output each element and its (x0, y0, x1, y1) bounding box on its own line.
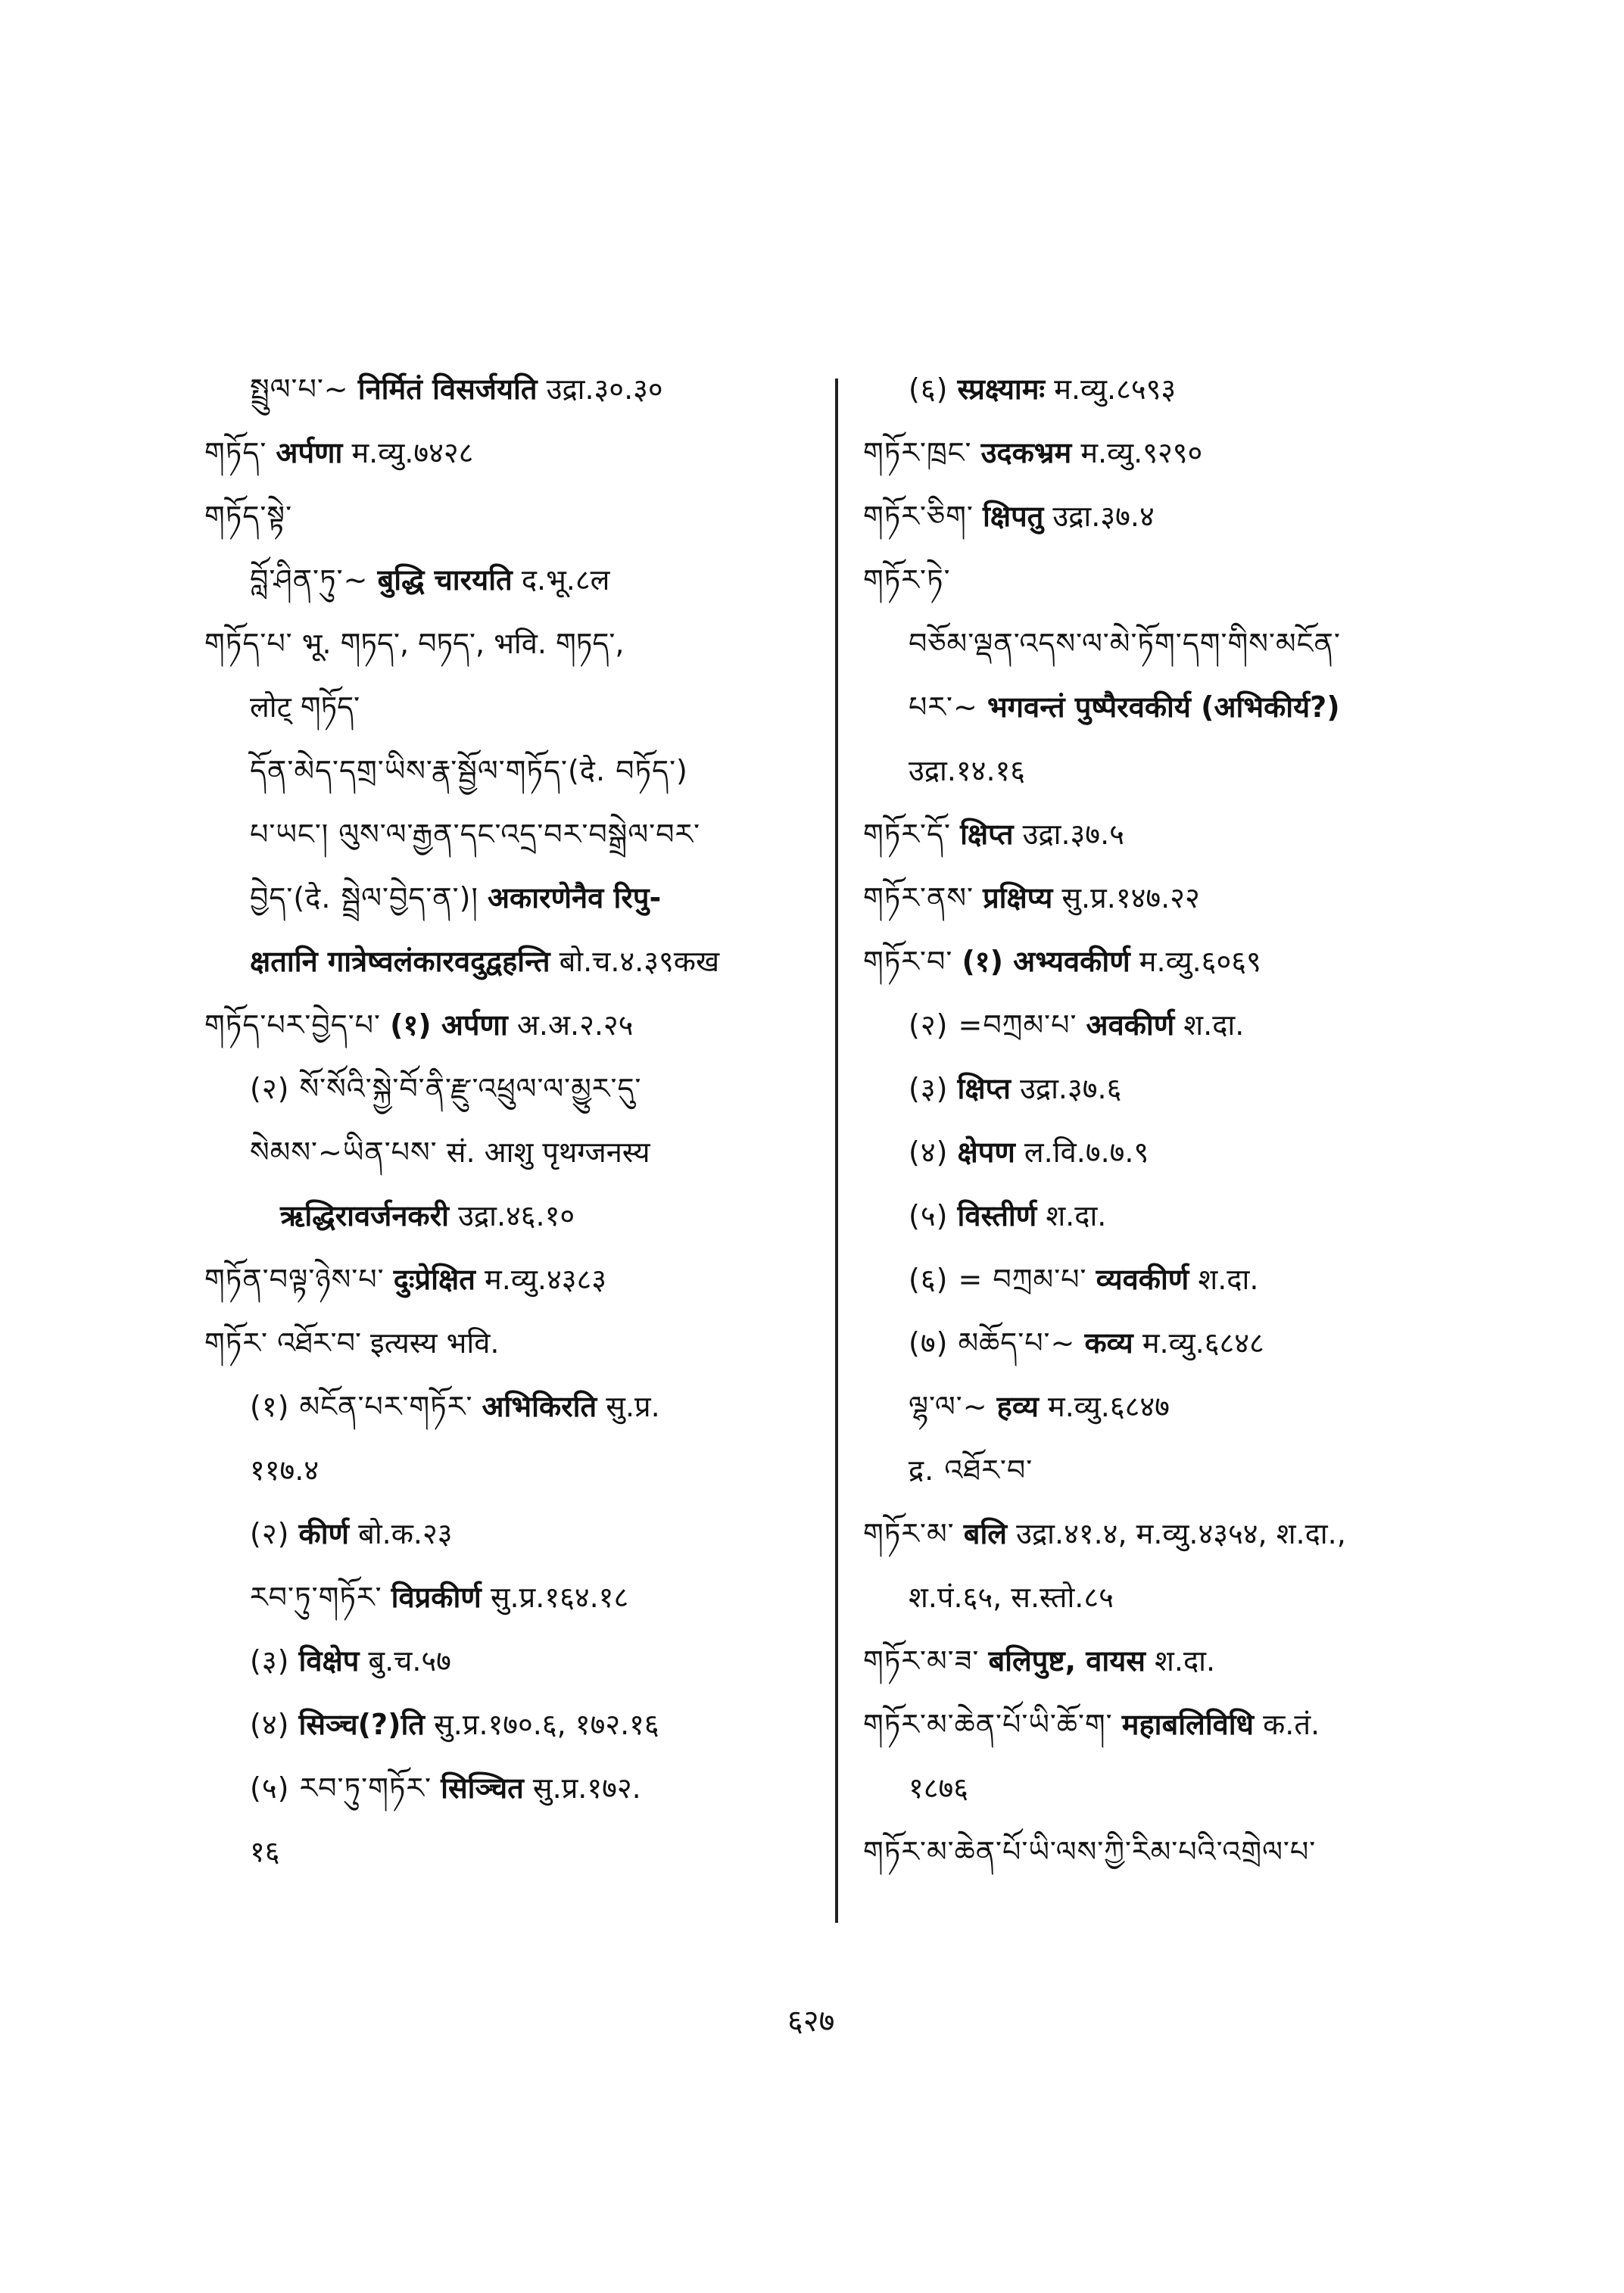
tibetan-term: བྱེད་(दे. སྦྲེལ་བྱེད་ན་)། (250, 881, 478, 914)
source-reference: सु.प्र. (606, 1390, 660, 1423)
dictionary-entry-line (250, 1516, 453, 1552)
tibetan-term: གཏོར་མ་ཆེན་པོ་ཡི་ཆོ་ག་ (863, 1708, 1113, 1741)
sanskrit-equivalent: क्षिप्त (957, 1072, 1011, 1105)
dictionary-entry-line (250, 880, 661, 916)
dictionary-entry-line (204, 435, 473, 471)
sanskrit-equivalent: अकारणेनैव रिपु- (487, 881, 662, 914)
source-reference: सु.प्र.१६४.१८ (490, 1581, 629, 1614)
tibetan-term: རབ་ཏུ་གཏོར་ (250, 1581, 382, 1614)
tibetan-term: དོན་མེད་དགྲ་ཡིས་རྣ་སྦྱོལ་གཏོད་(दे. བཏོད་) (250, 754, 688, 787)
dictionary-entry-line (280, 1198, 575, 1234)
dictionary-entry-line (204, 625, 624, 662)
source-reference: सु.प्र.१७०.६, १७२.१६ (434, 1708, 659, 1741)
source-reference: उद्रा.३७.४ (1052, 500, 1155, 533)
dictionary-entry-line (909, 1770, 968, 1806)
sanskrit-equivalent: कीर्ण (298, 1517, 350, 1550)
dictionary-entry-line (909, 1070, 1121, 1107)
sanskrit-equivalent: हव्य (996, 1390, 1039, 1423)
tibetan-term: གཏོར་ཏེ་ (863, 563, 951, 597)
tibetan-term: (६) (909, 372, 949, 406)
dictionary-entry-line (863, 562, 951, 598)
tibetan-term: གཏོར་མ་ (863, 1517, 955, 1550)
tibetan-term: གཏོར་ནས་ (863, 881, 974, 914)
tibetan-term: (२) སོ་སོའི་སྐྱེ་བོ་ནི་རྫུ་འཕྲུལ་ལ་མྱུར་དུ་ (250, 1072, 642, 1105)
dictionary-entry-line (909, 1579, 1114, 1615)
page-number: ६२७ (787, 2004, 835, 2039)
sanskrit-equivalent: अभिकिरति (482, 1390, 597, 1423)
dictionary-entry-line (909, 1134, 1149, 1170)
tibetan-term: སྤྲུལ་པ་~ (250, 372, 349, 406)
tibetan-term: བཅོམ་ལྡན་འདས་ལ་མེ་ཏོག་དག་གིས་མངོན་ (909, 627, 1341, 660)
tibetan-term: (६) = བཀྲམ་པ་ (909, 1263, 1087, 1296)
sanskrit-equivalent: (१) अर्पणा (390, 1008, 508, 1042)
tibetan-term: གཏོར་དོ་ (863, 818, 951, 851)
dictionary-entry-line (863, 1643, 1215, 1679)
tibetan-term: གཏོན་བལྟ་ཉེས་པ་ (204, 1263, 385, 1296)
source-reference: भू. གཏད་, བཏད་, भवि. གཏད་, (301, 627, 625, 660)
source-reference: श.दा. (1198, 1263, 1259, 1296)
tibetan-term: (१) མངོན་པར་གཏོར་ (250, 1390, 473, 1423)
sanskrit-equivalent: बलिपुष्ट, वायस (988, 1644, 1146, 1678)
dictionary-entry-line (909, 1198, 1106, 1234)
source-reference: क.तं. (1263, 1708, 1320, 1741)
source-reference: ११७.४ (250, 1453, 320, 1487)
source-reference: श.दा. (1155, 1644, 1216, 1678)
dictionary-entry-line (909, 1261, 1258, 1298)
dictionary-entry-line (909, 1388, 1170, 1425)
sanskrit-equivalent: सिञ्चित (441, 1771, 524, 1805)
tibetan-term: གཏོར་ཁྲང་ (863, 436, 972, 469)
dictionary-entry-line (909, 1452, 1033, 1488)
tibetan-term: གཏོད་པ་ (204, 627, 293, 660)
source-reference: म.व्यु.४३८३ (485, 1263, 606, 1296)
source-reference: १८७६ (909, 1771, 969, 1805)
dictionary-entry-line (204, 1325, 499, 1361)
dictionary-entry-line (250, 1833, 280, 1870)
source-reference: श.पं.६५, स.स्तो.८५ (909, 1581, 1114, 1614)
source-reference: सु.प्र.१४७.२२ (1061, 881, 1200, 914)
dictionary-entry-line (250, 562, 609, 598)
tibetan-term: (५) རབ་ཏུ་གཏོར་ (250, 1771, 432, 1805)
tibetan-term: གཏོར་མ་ཟ་ (863, 1644, 980, 1678)
sanskrit-equivalent: (१) अभ्यवकीर्ण (962, 945, 1130, 978)
tibetan-term: གཏོར་ཅིག་ (863, 500, 974, 533)
dictionary-entry-line (250, 752, 688, 789)
tibetan-term: ལྷ་ལ་~ (909, 1390, 988, 1423)
sanskrit-equivalent: प्रक्षिप्य (983, 881, 1053, 914)
source-reference: म.व्यु.६८४७ (1047, 1390, 1170, 1423)
tibetan-term: (७) མཆོད་པ་~ (909, 1326, 1076, 1360)
tibetan-term: द्र. འཐོར་བ་ (909, 1453, 1033, 1487)
source-reference: १६ (250, 1835, 280, 1868)
tibetan-term: གཏོད་པར་བྱེད་པ་ (204, 1008, 382, 1042)
column-divider (835, 379, 838, 1923)
dictionary-entry-line (863, 1706, 1320, 1743)
dictionary-entry-line (250, 1070, 641, 1107)
dictionary-entry-line (909, 371, 1176, 407)
dictionary-entry-line (909, 752, 1025, 789)
sanskrit-equivalent: महाबलिविधि (1121, 1708, 1254, 1741)
dictionary-entry-line (863, 943, 1261, 980)
dictionary-entry-line (909, 1007, 1244, 1043)
sanskrit-equivalent: निर्मितं विसर्जयति (357, 372, 538, 406)
source-reference: द.भू.८ल (521, 563, 610, 597)
sanskrit-equivalent: अर्पणा (276, 436, 343, 469)
dictionary-entry-line (250, 1134, 650, 1170)
dictionary-entry-line (250, 816, 700, 852)
tibetan-term: (४) (909, 1136, 949, 1169)
tibetan-term: པ་ཡང་། ལུས་ལ་རྒྱན་དང་འདྲ་བར་བསྒྲེལ་བར་ (250, 818, 701, 851)
sanskrit-equivalent: भगवन्तं पुष्पैरवकीर्य (अभिकीर्य?) (987, 690, 1340, 724)
dictionary-entry-line (909, 1325, 1264, 1361)
dictionary-entry-line (204, 1261, 606, 1298)
tibetan-term: (३) (909, 1072, 949, 1105)
tibetan-term: གཏོད་སྟེ་ (204, 500, 293, 533)
source-reference: उद्रा.३०.३० (546, 372, 663, 406)
sanskrit-equivalent: कव्य (1084, 1326, 1133, 1360)
sanskrit-equivalent: दुःप्रेक्षित (393, 1263, 475, 1296)
tibetan-term: (३) (250, 1644, 290, 1678)
tibetan-term: (५) (909, 1199, 949, 1232)
sanskrit-equivalent: ऋद्धिरावर्जनकरी (280, 1199, 449, 1232)
dictionary-entry-line (204, 498, 292, 534)
source-reference: ल.वि.७.७.९ (1024, 1136, 1149, 1169)
source-reference: उद्रा.४६.१० (458, 1199, 575, 1232)
sanskrit-equivalent: विस्तीर्ण (957, 1199, 1037, 1232)
source-reference: འཐོར་བ་ इत्यस्य भवि. (277, 1326, 500, 1360)
tibetan-term: བློ་ཤིན་ཏུ་~ (250, 563, 369, 597)
dictionary-entry-line (909, 689, 1340, 725)
tibetan-term: གཏོར་ (204, 1326, 268, 1360)
tibetan-term: གཏོར་མ་ཆེན་པོ་ཡི་ལས་ཀྱི་རིམ་པའི་འགྲེལ་པ་ (863, 1835, 1317, 1868)
tibetan-term: པར་~ (909, 690, 978, 724)
sanskrit-equivalent: उदकभ्रम (980, 436, 1072, 469)
source-reference: लोट् གཏོད་ (250, 690, 360, 724)
source-reference: श.दा. (1183, 1008, 1245, 1042)
source-reference: उद्रा.१४.१६ (909, 754, 1026, 787)
sanskrit-equivalent: बुद्धि चारयति (377, 563, 513, 597)
source-reference: श.दा. (1046, 1199, 1107, 1232)
dictionary-entry-line (863, 498, 1155, 534)
dictionary-entry-line (250, 371, 663, 407)
sanskrit-equivalent: अवकीर्ण (1086, 1008, 1175, 1042)
dictionary-entry-line (204, 1007, 633, 1043)
source-reference: म.व्यु.६८४८ (1142, 1326, 1264, 1360)
source-reference: सं. आशु पृथग्जनस्य (446, 1136, 650, 1169)
tibetan-term: (२) =བཀྲམ་པ་ (909, 1008, 1077, 1042)
dictionary-entry-line (250, 1388, 660, 1425)
sanskrit-equivalent: सिञ्च(?)ति (298, 1708, 425, 1741)
tibetan-term: སེམས་~ཡིན་པས་ (250, 1136, 438, 1169)
source-reference: उद्रा.३७.५ (1022, 818, 1124, 851)
source-reference: म.व्यु.९२९० (1080, 436, 1203, 469)
dictionary-entry-line (250, 943, 719, 980)
dictionary-entry-line (250, 1770, 641, 1806)
tibetan-term: གཏོར་བ་ (863, 945, 953, 978)
source-reference: बु.च.५७ (368, 1644, 451, 1678)
source-reference: बो.क.२३ (358, 1517, 453, 1550)
source-reference: उद्रा.३७.६ (1020, 1072, 1122, 1105)
sanskrit-equivalent: क्षिपतु (982, 500, 1044, 533)
dictionary-entry-line (909, 625, 1341, 662)
sanskrit-equivalent: विप्रकीर्ण (391, 1581, 482, 1614)
dictionary-entry-line (863, 880, 1200, 916)
sanskrit-equivalent: विक्षेप (298, 1644, 360, 1678)
dictionary-entry-line (863, 435, 1202, 471)
sanskrit-equivalent: क्षेपण (957, 1136, 1015, 1169)
source-reference: बो.च.४.३९कख (559, 945, 720, 978)
source-reference: म.व्यु.७४२८ (351, 436, 474, 469)
sanskrit-equivalent: स्प्रक्ष्यामः (957, 372, 1046, 406)
dictionary-entry-line (250, 689, 360, 725)
source-reference: सु.प्र.१७२. (532, 1771, 641, 1805)
tibetan-term: གཏོད་ (204, 436, 267, 469)
source-reference: उद्रा.४१.४, म.व्यु.४३५४, श.दा., (1016, 1517, 1346, 1550)
source-reference: अ.अ.२.२५ (516, 1008, 634, 1042)
dictionary-entry-line (863, 1516, 1346, 1552)
dictionary-entry-line (250, 1643, 451, 1679)
sanskrit-equivalent: बलि (963, 1517, 1008, 1550)
sanskrit-equivalent: व्यवकीर्ण (1096, 1263, 1189, 1296)
tibetan-term: (४) (250, 1708, 290, 1741)
dictionary-entry-line (863, 816, 1124, 852)
tibetan-term: (२) (250, 1517, 290, 1550)
source-reference: म.व्यु.६०६९ (1139, 945, 1261, 978)
source-reference: म.व्यु.८५९३ (1054, 372, 1177, 406)
dictionary-entry-line (863, 1833, 1316, 1870)
sanskrit-equivalent: क्षिप्त (960, 818, 1014, 851)
sanskrit-equivalent: क्षतानि गात्रेष्वलंकारवदुद्वहन्ति (250, 945, 550, 978)
dictionary-entry-line (250, 1452, 319, 1488)
dictionary-entry-line (250, 1706, 659, 1743)
dictionary-entry-line (250, 1579, 628, 1615)
